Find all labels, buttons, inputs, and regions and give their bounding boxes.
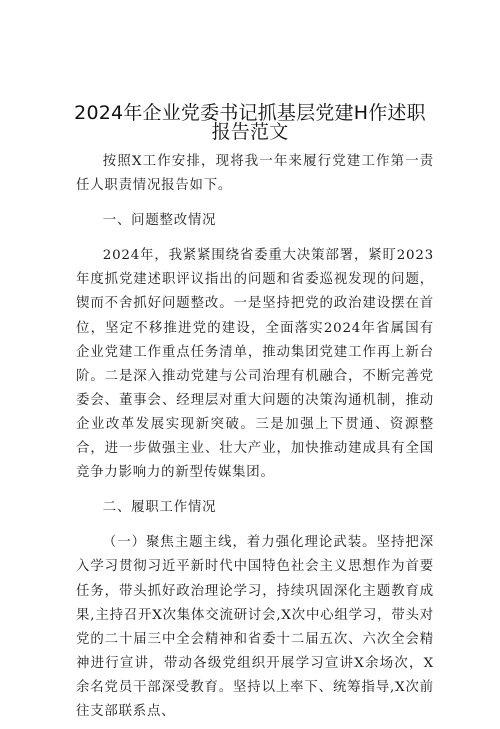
document-title-line2: 报告范文 — [211, 121, 289, 143]
section2-subheading: （一）聚焦主题主线，着力强化理论武装。 — [102, 535, 377, 551]
section1-paragraph: 2024年，我紧紧围绕省委重大决策部署，紧盯2023年度抓党建述职评议指出的问题和省委巡视发现的问题，锲而不舍抓好问题整改。一是坚持把党的政治建设摆在首位，坚定不移推进党的建设，全面落实2024年省属国有企业党建工作重点任务清单，推动集团党建工作再上新台阶。二是深入推动党建与公司治理有机融合，不断完善党委会、董事会、经理层对重大问题的决策沟通机制，推动企业改革发展实现新突破。三是加强上下贯通、资源整合，进一步做强主业、壮大产业，加快推动建成具有全国竞争力影响力的新型传媒集团。 — [76, 248, 434, 481]
intro-paragraph: 按照X工作安排，现将我一年来履行党建工作第一责任人职责情况报告如下。 — [76, 154, 434, 194]
section2-sub-body: 坚持把深入学习贯彻习近平新时代中国特色社会主义思想作为首要任务，带头抓好政治理论学习，持续巩固深化主题教育成果,主持召开X次集体交流研讨会,X次中心组学习，带头对党的二十届三中全会精神和省委十二届五次、六次全会精神进行宣讲，带动各级党组织开展学习宣讲X余场次，X余名党员干部深受教育。坚持以上率下、统筹指导,X次前往支部联系点、 — [76, 535, 434, 719]
section2-paragraph — [76, 531, 434, 724]
document-body — [76, 150, 434, 729]
section2-heading: 二、履职工作情况 — [102, 500, 217, 516]
section1-heading: 一、问题整改情况 — [102, 213, 217, 229]
document-title-line1: 2024年企业党委书记抓基层党建H作述职 — [74, 102, 426, 124]
